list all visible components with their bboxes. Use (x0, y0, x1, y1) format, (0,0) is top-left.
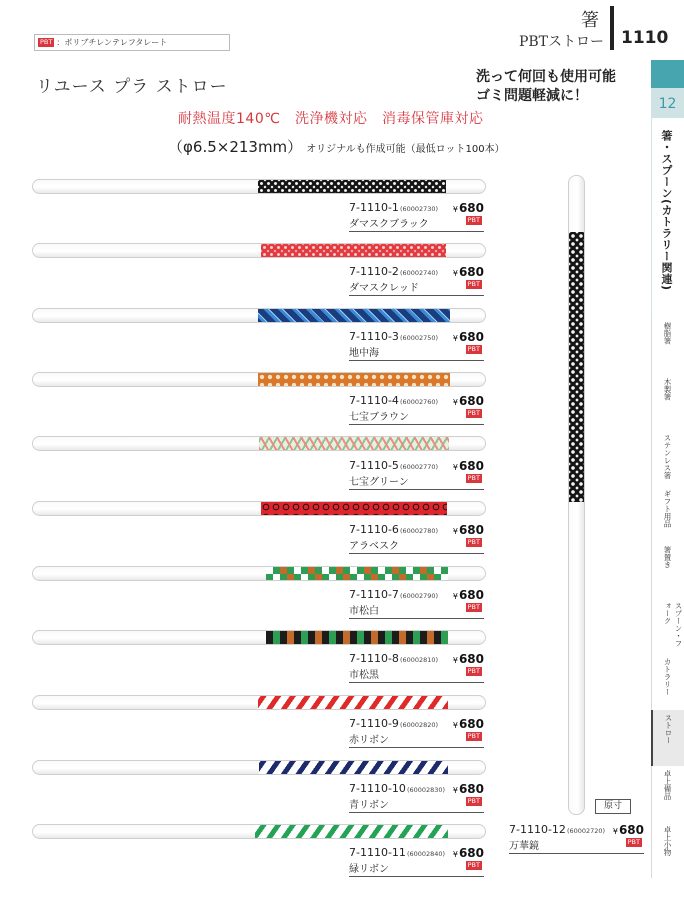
index-tab-label: 木製箸 (663, 378, 672, 401)
item-code: 7-1110-4 (349, 394, 399, 407)
item-price-wrap (453, 523, 484, 537)
pattern-band (261, 502, 447, 515)
index-tab-label: カトラリー (663, 658, 672, 696)
index-tab[interactable] (651, 766, 684, 822)
pattern-band (259, 437, 449, 450)
index-tab-active[interactable] (651, 710, 684, 766)
item-price: 680 (458, 846, 484, 860)
index-tab[interactable] (651, 822, 684, 878)
item-code-wrap (349, 588, 438, 601)
item-name: 七宝ブラウン (349, 408, 484, 425)
index-tab[interactable] (651, 654, 684, 710)
item-price: 680 (458, 523, 484, 537)
item-price-wrap (453, 782, 484, 796)
chapter-title-tab (651, 118, 684, 318)
item-code: 7-1110-10 (349, 782, 406, 795)
pattern-band (259, 761, 448, 774)
item-material-tag: PBT (467, 797, 480, 805)
straw-image (32, 243, 486, 258)
item-code: 7-1110-8 (349, 652, 399, 665)
dimensions-size: （φ6.5×213mm） (168, 138, 303, 156)
item-price: 680 (458, 652, 484, 666)
index-tab-label: ストロー (664, 714, 673, 744)
item-code: 7-1110-6 (349, 523, 399, 536)
yen-sign: ¥ (452, 592, 458, 601)
pattern-band (266, 567, 448, 580)
item-material-tag: PBT (467, 345, 480, 353)
item-price: 680 (458, 459, 484, 473)
item-jan: (60002770) (399, 463, 439, 471)
yen-sign: ¥ (452, 656, 458, 665)
index-tab-label: 樹脂箸 (663, 322, 672, 345)
catch-line-2: ゴミ問題軽減に！ (476, 88, 588, 104)
index-tab[interactable] (651, 374, 684, 430)
item-name: ダマスクレッド (349, 279, 484, 296)
pattern-band (258, 309, 450, 322)
yen-sign: ¥ (452, 527, 458, 536)
item-material-tag: PBT (467, 538, 480, 546)
catch-line-1: 洗って何回も使用可能 (476, 69, 616, 85)
item-jan: (60002780) (399, 527, 439, 535)
index-tab-label: 卓上備品 (663, 770, 672, 800)
pattern-band (266, 631, 448, 644)
yen-sign: ¥ (612, 827, 618, 836)
item-name: 七宝グリーン (349, 473, 484, 490)
item-material-tag: PBT (467, 474, 480, 482)
index-tab-label: 箸置き (663, 546, 672, 569)
index-tab[interactable] (651, 430, 684, 486)
item-code: 7-1110-7 (349, 588, 399, 601)
item-price: 680 (458, 201, 484, 215)
item-code-wrap (349, 330, 438, 343)
index-tab[interactable] (651, 318, 684, 374)
product-title: リユース プラ ストロー (36, 77, 228, 97)
index-tab[interactable] (651, 486, 684, 542)
item-jan: (60002820) (399, 721, 439, 729)
yen-sign: ¥ (452, 269, 458, 278)
catch-copy (476, 68, 616, 106)
pattern-band (258, 696, 448, 709)
item-code: 7-1110-5 (349, 459, 399, 472)
yen-sign: ¥ (452, 786, 458, 795)
item-code-wrap (509, 823, 605, 836)
straw-image (32, 308, 486, 323)
item-code-wrap (349, 717, 438, 730)
index-tab-label: 卓上小物 (663, 826, 672, 856)
pbt-tag: PBT (40, 38, 53, 46)
item-name: ダマスクブラック (349, 215, 484, 232)
item-price: 680 (618, 823, 644, 837)
material-legend (34, 34, 230, 51)
straw-image (32, 436, 486, 451)
yen-sign: ¥ (452, 205, 458, 214)
pattern-band (261, 244, 446, 257)
dimensions (168, 136, 505, 157)
item-code-wrap (349, 846, 445, 859)
item-jan: (60002760) (399, 398, 439, 406)
item-code: 7-1110-11 (349, 846, 406, 859)
item-code: 7-1110-2 (349, 265, 399, 278)
straw-image (32, 695, 486, 710)
item-jan: (60002810) (399, 656, 439, 664)
item-name: 緑リボン (349, 860, 484, 877)
header-divider (610, 6, 614, 50)
item-jan: (60002750) (399, 334, 439, 342)
item-material-tag: PBT (467, 861, 480, 869)
index-tab-label: ギフト用品 (663, 490, 672, 528)
item-code-wrap (349, 652, 438, 665)
index-tab-label: スプーン・フォーク (663, 602, 683, 647)
item-code: 7-1110-9 (349, 717, 399, 730)
index-top-block (651, 60, 684, 88)
material-legend-text: ：ポリブチレンテレフタレート (56, 38, 168, 47)
item-price: 680 (458, 330, 484, 344)
pattern-band (255, 825, 448, 838)
item-price-wrap (453, 265, 484, 279)
item-price: 680 (458, 265, 484, 279)
item-price: 680 (458, 588, 484, 602)
item-price-wrap (453, 459, 484, 473)
chapter-title: 箸・スプーン(カトラリー関連) (660, 130, 673, 291)
straw-image (32, 824, 486, 839)
index-tab[interactable] (651, 598, 684, 654)
item-price: 680 (458, 394, 484, 408)
kaleidoscope-band (569, 232, 584, 502)
item-jan: (60002730) (399, 205, 439, 213)
yen-sign: ¥ (452, 721, 458, 730)
yen-sign: ¥ (452, 463, 458, 472)
item-material-tag: PBT (467, 216, 480, 224)
index-tab[interactable] (651, 542, 684, 598)
yen-sign: ¥ (452, 334, 458, 343)
item-jan: (60002840) (406, 850, 446, 858)
item-material-tag: PBT (627, 838, 640, 846)
pattern-band (258, 180, 446, 193)
item-jan: (60002720) (566, 827, 606, 835)
item-price-wrap (453, 201, 484, 215)
item-material-tag: PBT (467, 603, 480, 611)
item-price-wrap (453, 846, 484, 860)
header-category: 箸 (581, 10, 599, 31)
item-code-wrap (349, 523, 438, 536)
side-index (651, 60, 684, 900)
item-price: 680 (458, 717, 484, 731)
item-material-tag: PBT (467, 667, 480, 675)
item-material-tag: PBT (467, 732, 480, 740)
item-material-tag: PBT (467, 409, 480, 417)
item-name: アラベスク (349, 537, 484, 554)
item-name: 万華鏡 (509, 837, 644, 854)
straw-image (32, 179, 486, 194)
item-code: 7-1110-1 (349, 201, 399, 214)
item-name: 青リボン (349, 796, 484, 813)
item-name: 地中海 (349, 344, 484, 361)
item-code: 7-1110-3 (349, 330, 399, 343)
chapter-number: 12 (651, 88, 684, 118)
item-jan: (60002790) (399, 592, 439, 600)
header-subcategory: PBTストロー (518, 34, 604, 50)
item-code-wrap (349, 459, 438, 472)
straw-image (32, 760, 486, 775)
item-name: 市松白 (349, 602, 484, 619)
item-price-wrap (453, 652, 484, 666)
straw-image (32, 630, 486, 645)
item-price-wrap (453, 394, 484, 408)
straw-image (32, 372, 486, 387)
feature-list: 耐熱温度140℃ 洗浄機対応 消毒保管庫対応 (178, 111, 484, 127)
dimensions-note: オリジナルも作成可能（最低ロット100本） (306, 144, 505, 155)
item-code: 7-1110-12 (509, 823, 566, 836)
item-name: 市松黒 (349, 666, 484, 683)
straw-image (32, 566, 486, 581)
item-code-wrap (349, 782, 445, 795)
item-material-tag: PBT (467, 280, 480, 288)
page-number: 1110 (621, 28, 669, 48)
item-jan: (60002830) (406, 786, 446, 794)
yen-sign: ¥ (452, 398, 458, 407)
item-price: 680 (458, 782, 484, 796)
item-price-wrap (453, 330, 484, 344)
item-code-wrap (349, 265, 438, 278)
item-jan: (60002740) (399, 269, 439, 277)
item-code-wrap (349, 201, 438, 214)
index-tab-label: ステンレス箸 (663, 434, 672, 479)
item-price-wrap (613, 823, 644, 837)
yen-sign: ¥ (452, 850, 458, 859)
item-name: 赤リボン (349, 731, 484, 748)
straw-image (32, 501, 486, 516)
actual-size-label: 原寸 (595, 799, 631, 814)
pattern-band (258, 373, 450, 386)
item-price-wrap (453, 588, 484, 602)
item-code-wrap (349, 394, 438, 407)
feature-straw-image (568, 175, 585, 815)
item-price-wrap (453, 717, 484, 731)
